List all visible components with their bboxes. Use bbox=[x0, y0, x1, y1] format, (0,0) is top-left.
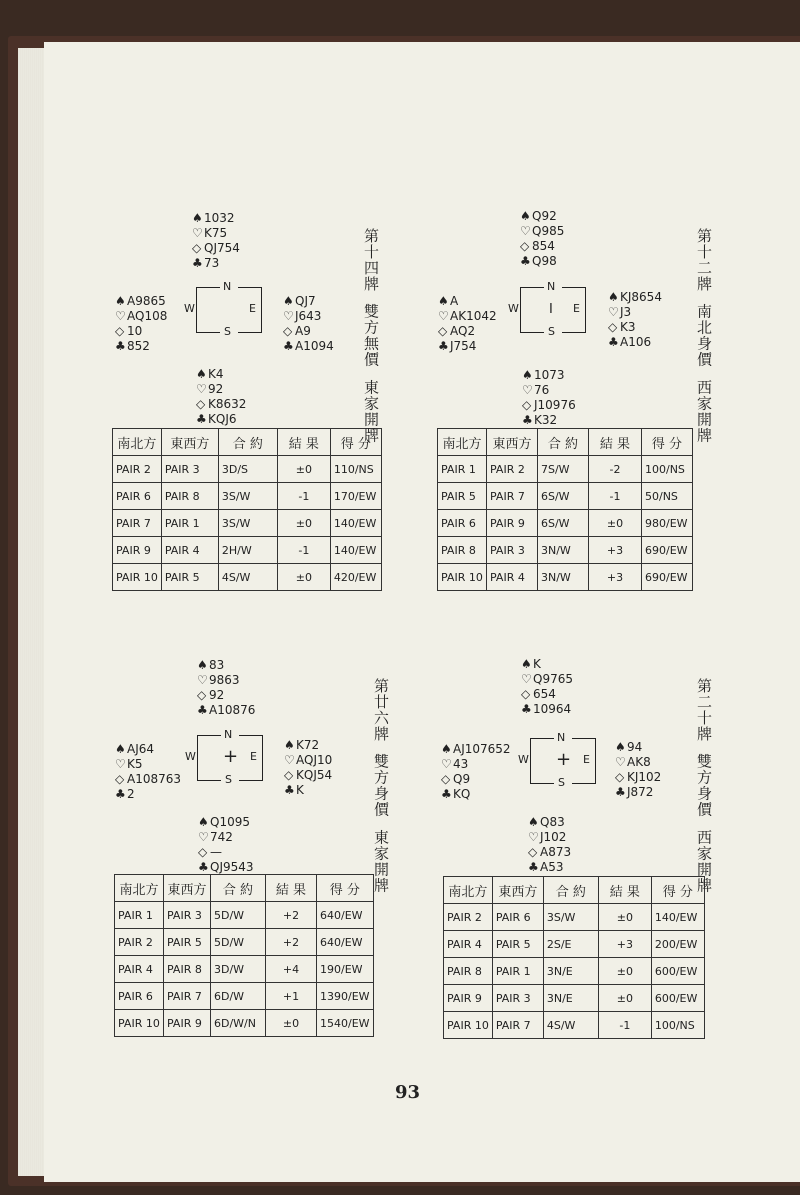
north-clubs: 73 bbox=[204, 256, 220, 270]
cell: PAIR 1 bbox=[115, 902, 164, 929]
cell: PAIR 10 bbox=[115, 1010, 164, 1037]
north-hand: ♠K ♡Q9765 ◇ 654 ♣10964 bbox=[521, 657, 573, 716]
east-hand: ♠K72 ♡AQJ10 ◇ KQJ54 ♣K bbox=[284, 738, 333, 797]
cell: ±0 bbox=[266, 1010, 317, 1037]
header-score: 得 分 bbox=[317, 875, 374, 902]
cell: 640/EW bbox=[317, 902, 374, 929]
north-diamonds: 654 bbox=[533, 687, 556, 701]
west-hand: ♠AJ64 ♡K5 ◇ A108763 ♣2 bbox=[115, 742, 182, 801]
cell: +2 bbox=[266, 929, 317, 956]
header-contract: 合 約 bbox=[218, 429, 277, 456]
table-row bbox=[115, 902, 374, 929]
result-table bbox=[437, 428, 693, 591]
compass-east: E bbox=[249, 302, 256, 315]
header-score: 得 分 bbox=[651, 877, 704, 904]
east-diamonds: KQJ54 bbox=[296, 768, 333, 782]
cell: -1 bbox=[589, 483, 642, 510]
header-result: 結 果 bbox=[598, 877, 651, 904]
south-diamonds: A873 bbox=[540, 845, 572, 859]
cell: 170/EW bbox=[330, 483, 381, 510]
east-diamonds: A9 bbox=[295, 324, 311, 338]
east-diamonds: K3 bbox=[620, 320, 636, 334]
cell: PAIR 8 bbox=[161, 483, 218, 510]
cell: 3N/E bbox=[543, 985, 598, 1012]
north-hand: ♠83 ♡9863 ◇ 92 ♣A10876 bbox=[197, 658, 256, 717]
east-hand: ♠94 ♡AK8 ◇ KJ102 ♣J872 bbox=[615, 740, 662, 799]
header-ns: 南北方 bbox=[113, 429, 162, 456]
cell: PAIR 10 bbox=[444, 1012, 493, 1039]
cell: ±0 bbox=[598, 958, 651, 985]
cell: -1 bbox=[277, 483, 330, 510]
table-row bbox=[113, 510, 382, 537]
cell: 140/EW bbox=[330, 537, 381, 564]
compass-north: N bbox=[224, 728, 233, 741]
cell: PAIR 3 bbox=[161, 456, 218, 483]
board-dealer: 東家開牌 bbox=[362, 379, 380, 444]
cell: 140/EW bbox=[330, 510, 381, 537]
result-table bbox=[443, 876, 705, 1039]
cell: ±0 bbox=[277, 564, 330, 591]
cell: 7S/W bbox=[538, 456, 589, 483]
cell: PAIR 4 bbox=[487, 564, 538, 591]
south-hand: ♠Q83 ♡J102 ◇ A873 ♣A53 bbox=[528, 815, 572, 874]
cell: PAIR 2 bbox=[113, 456, 162, 483]
table-row bbox=[113, 537, 382, 564]
east-hearts: J3 bbox=[620, 305, 632, 319]
header-score: 得 分 bbox=[642, 429, 693, 456]
board-heading bbox=[372, 678, 390, 893]
cell: PAIR 5 bbox=[164, 929, 211, 956]
table-row bbox=[115, 1010, 374, 1037]
cell: 5D/W bbox=[211, 929, 266, 956]
cell: PAIR 4 bbox=[115, 956, 164, 983]
cell: PAIR 8 bbox=[444, 958, 493, 985]
table-row bbox=[438, 483, 693, 510]
header-ew: 東西方 bbox=[492, 877, 543, 904]
east-clubs: K bbox=[296, 783, 304, 797]
board-heading bbox=[695, 678, 713, 893]
cell: PAIR 10 bbox=[438, 564, 487, 591]
board-vulnerability: 南北身價 bbox=[695, 303, 713, 368]
cell: +1 bbox=[266, 983, 317, 1010]
board-vulnerability: 雙方身價 bbox=[372, 753, 390, 818]
compass-west: W bbox=[184, 302, 195, 315]
result-table bbox=[112, 428, 382, 591]
cell: +2 bbox=[266, 902, 317, 929]
cell: 140/EW bbox=[651, 904, 704, 931]
header-result: 結 果 bbox=[277, 429, 330, 456]
east-spades: 94 bbox=[627, 740, 643, 754]
cell: 190/EW bbox=[317, 956, 374, 983]
cell: 4S/W bbox=[543, 1012, 598, 1039]
table-row bbox=[438, 537, 693, 564]
cell: PAIR 7 bbox=[164, 983, 211, 1010]
header-contract: 合 約 bbox=[211, 875, 266, 902]
south-clubs: K32 bbox=[534, 413, 558, 427]
cell: PAIR 7 bbox=[113, 510, 162, 537]
compass-box bbox=[508, 280, 586, 338]
east-hearts: AK8 bbox=[627, 755, 651, 769]
table-row bbox=[444, 1012, 705, 1039]
cell: PAIR 6 bbox=[115, 983, 164, 1010]
north-clubs: A10876 bbox=[209, 703, 256, 717]
south-spades: 1073 bbox=[534, 368, 565, 382]
cell: ±0 bbox=[598, 904, 651, 931]
west-diamonds: Q9 bbox=[453, 772, 471, 786]
compass-center: I bbox=[549, 302, 553, 317]
cell: 3S/W bbox=[218, 510, 277, 537]
cell: PAIR 4 bbox=[444, 931, 493, 958]
cell: 110/NS bbox=[330, 456, 381, 483]
cell: PAIR 2 bbox=[115, 929, 164, 956]
compass-west: W bbox=[508, 302, 519, 315]
cell: 3N/W bbox=[538, 564, 589, 591]
table-row bbox=[115, 983, 374, 1010]
cell: PAIR 9 bbox=[113, 537, 162, 564]
board-dealer: 西家開牌 bbox=[695, 379, 713, 444]
cell: 1390/EW bbox=[317, 983, 374, 1010]
cell: 600/EW bbox=[651, 958, 704, 985]
south-spades: K4 bbox=[208, 367, 224, 381]
west-diamonds: 10 bbox=[127, 324, 143, 338]
cell: PAIR 1 bbox=[438, 456, 487, 483]
header-ew: 東西方 bbox=[161, 429, 218, 456]
cell: +3 bbox=[598, 931, 651, 958]
north-spades: 1032 bbox=[204, 211, 235, 225]
cell: -1 bbox=[598, 1012, 651, 1039]
table-row bbox=[113, 564, 382, 591]
west-spades: A9865 bbox=[127, 294, 166, 308]
cell: 690/EW bbox=[642, 537, 693, 564]
header-ns: 南北方 bbox=[438, 429, 487, 456]
east-clubs: A106 bbox=[620, 335, 652, 349]
compass-north: N bbox=[547, 280, 556, 293]
east-diamonds: KJ102 bbox=[627, 770, 662, 784]
cell: PAIR 6 bbox=[113, 483, 162, 510]
table-row bbox=[444, 931, 705, 958]
compass-east: E bbox=[583, 753, 590, 766]
cell: 600/EW bbox=[651, 985, 704, 1012]
table-header bbox=[115, 875, 374, 902]
cell: PAIR 2 bbox=[487, 456, 538, 483]
table-header bbox=[438, 429, 693, 456]
board-title: 第二十牌 bbox=[695, 678, 713, 742]
board-heading bbox=[695, 228, 713, 443]
south-clubs: KQJ6 bbox=[208, 412, 237, 426]
east-clubs: J872 bbox=[627, 785, 654, 799]
west-hand: ♠A9865 ♡AQ108 ◇ 10 ♣852 bbox=[115, 294, 168, 353]
cell: 6S/W bbox=[538, 510, 589, 537]
west-spades: AJ107652 bbox=[453, 742, 511, 756]
west-diamonds: AQ2 bbox=[450, 324, 476, 338]
cell: PAIR 3 bbox=[164, 902, 211, 929]
header-ew: 東西方 bbox=[487, 429, 538, 456]
south-hand: ♠K4 ♡92 ◇ K8632 ♣KQJ6 bbox=[196, 367, 247, 426]
cell: +3 bbox=[589, 564, 642, 591]
north-hand: ♠Q92 ♡Q985 ◇ 854 ♣Q98 bbox=[520, 209, 565, 268]
south-diamonds: J10976 bbox=[534, 398, 576, 412]
cell: 6S/W bbox=[538, 483, 589, 510]
cell: PAIR 8 bbox=[438, 537, 487, 564]
east-spades: QJ7 bbox=[295, 294, 316, 308]
cell: PAIR 2 bbox=[444, 904, 493, 931]
cell: 3S/W bbox=[218, 483, 277, 510]
west-hearts: K5 bbox=[127, 757, 143, 771]
north-hearts: Q985 bbox=[532, 224, 565, 238]
compass-box bbox=[184, 280, 262, 338]
cell: 5D/W bbox=[211, 902, 266, 929]
north-diamonds: 854 bbox=[532, 239, 555, 253]
compass-south: S bbox=[558, 776, 565, 789]
cell: 3D/W bbox=[211, 956, 266, 983]
north-clubs: 10964 bbox=[533, 702, 572, 716]
east-hand: ♠QJ7 ♡J643 ◇ A9 ♣A1094 bbox=[283, 294, 334, 353]
south-hearts: J102 bbox=[540, 830, 567, 844]
south-hearts: 92 bbox=[208, 382, 224, 396]
header-result: 結 果 bbox=[589, 429, 642, 456]
south-clubs: A53 bbox=[540, 860, 564, 874]
south-diamonds: K8632 bbox=[208, 397, 247, 411]
compass-east: E bbox=[250, 750, 257, 763]
header-ew: 東西方 bbox=[164, 875, 211, 902]
table-row bbox=[113, 456, 382, 483]
cell: PAIR 1 bbox=[161, 510, 218, 537]
north-diamonds: QJ754 bbox=[204, 241, 240, 255]
cell: PAIR 7 bbox=[487, 483, 538, 510]
north-spades: 83 bbox=[209, 658, 225, 672]
cell: 6D/W/N bbox=[211, 1010, 266, 1037]
table-header bbox=[113, 429, 382, 456]
cell: +3 bbox=[589, 537, 642, 564]
east-spades: K72 bbox=[296, 738, 320, 752]
table-row bbox=[444, 958, 705, 985]
header-ns: 南北方 bbox=[115, 875, 164, 902]
north-clubs: Q98 bbox=[532, 254, 557, 268]
cell: 6D/W bbox=[211, 983, 266, 1010]
compass-box bbox=[185, 728, 263, 786]
east-hand: ♠KJ8654 ♡J3 ◇ K3 ♣A106 bbox=[608, 290, 662, 349]
cell: PAIR 9 bbox=[444, 985, 493, 1012]
cell: 100/NS bbox=[651, 1012, 704, 1039]
compass-south: S bbox=[224, 325, 231, 338]
cell: 3N/E bbox=[543, 958, 598, 985]
board-vulnerability: 雙方身價 bbox=[695, 753, 713, 818]
east-hearts: AQJ10 bbox=[296, 753, 333, 767]
result-table bbox=[114, 874, 374, 1037]
compass-north: N bbox=[223, 280, 232, 293]
cell: PAIR 9 bbox=[487, 510, 538, 537]
west-hand: ♠AJ107652 ♡43 ◇ Q9 ♣KQ bbox=[441, 742, 511, 801]
cell: PAIR 7 bbox=[492, 1012, 543, 1039]
south-diamonds: — bbox=[210, 845, 222, 859]
table-row bbox=[438, 510, 693, 537]
cell: -2 bbox=[589, 456, 642, 483]
cell: PAIR 5 bbox=[161, 564, 218, 591]
west-clubs: 852 bbox=[127, 339, 150, 353]
west-spades: A bbox=[450, 294, 459, 308]
board-dealer: 西家開牌 bbox=[695, 829, 713, 894]
cell: 2S/E bbox=[543, 931, 598, 958]
cell: 1540/EW bbox=[317, 1010, 374, 1037]
compass-west: W bbox=[518, 753, 529, 766]
south-hearts: 76 bbox=[534, 383, 550, 397]
cell: 420/EW bbox=[330, 564, 381, 591]
table-row bbox=[444, 904, 705, 931]
cell: 4S/W bbox=[218, 564, 277, 591]
header-result: 結 果 bbox=[266, 875, 317, 902]
cell: PAIR 1 bbox=[492, 958, 543, 985]
table-header bbox=[444, 877, 705, 904]
board-title: 第廿六牌 bbox=[372, 678, 390, 742]
board-title: 第十二牌 bbox=[695, 228, 713, 292]
compass-east: E bbox=[573, 302, 580, 315]
table-row bbox=[115, 956, 374, 983]
cell: 3S/W bbox=[543, 904, 598, 931]
compass-center: + bbox=[223, 746, 239, 767]
west-hand: ♠A ♡AK1042 ◇ AQ2 ♣J754 bbox=[438, 294, 497, 353]
compass-south: S bbox=[548, 325, 555, 338]
south-hand: ♠1073 ♡76 ◇ J10976 ♣K32 bbox=[522, 368, 576, 427]
cell: 200/EW bbox=[651, 931, 704, 958]
east-hearts: J643 bbox=[295, 309, 322, 323]
cell: ±0 bbox=[277, 510, 330, 537]
north-diamonds: 92 bbox=[209, 688, 225, 702]
cell: ±0 bbox=[589, 510, 642, 537]
compass-center: + bbox=[556, 749, 572, 770]
south-hearts: 742 bbox=[210, 830, 233, 844]
board-dealer: 東家開牌 bbox=[372, 829, 390, 894]
cell: 3D/S bbox=[218, 456, 277, 483]
compass-box bbox=[518, 731, 596, 789]
table-row bbox=[438, 564, 693, 591]
south-hand: ♠Q1095 ♡742 ◇ — ♣QJ9543 bbox=[198, 815, 254, 874]
west-clubs: KQ bbox=[453, 787, 471, 801]
board-title: 第十四牌 bbox=[362, 228, 380, 292]
cell: 100/NS bbox=[642, 456, 693, 483]
west-spades: AJ64 bbox=[127, 742, 155, 756]
cell: ±0 bbox=[598, 985, 651, 1012]
west-clubs: J754 bbox=[450, 339, 477, 353]
cell: 2H/W bbox=[218, 537, 277, 564]
table-row bbox=[438, 456, 693, 483]
table-row bbox=[444, 985, 705, 1012]
header-contract: 合 約 bbox=[538, 429, 589, 456]
header-score: 得 分 bbox=[330, 429, 381, 456]
south-spades: Q83 bbox=[540, 815, 565, 829]
cell: PAIR 6 bbox=[492, 904, 543, 931]
cell: 640/EW bbox=[317, 929, 374, 956]
cell: PAIR 10 bbox=[113, 564, 162, 591]
north-hearts: K75 bbox=[204, 226, 228, 240]
cell: PAIR 9 bbox=[164, 1010, 211, 1037]
board-vulnerability: 雙方無價 bbox=[362, 303, 380, 368]
north-spades: Q92 bbox=[532, 209, 557, 223]
board-heading bbox=[362, 228, 380, 443]
cell: PAIR 3 bbox=[487, 537, 538, 564]
cell: 50/NS bbox=[642, 483, 693, 510]
cell: -1 bbox=[277, 537, 330, 564]
cell: 980/EW bbox=[642, 510, 693, 537]
cell: PAIR 3 bbox=[492, 985, 543, 1012]
south-clubs: QJ9543 bbox=[210, 860, 254, 874]
table-row bbox=[113, 483, 382, 510]
page-number: 93 bbox=[395, 1082, 421, 1103]
cell: PAIR 5 bbox=[492, 931, 543, 958]
west-hearts: AQ108 bbox=[127, 309, 168, 323]
north-spades: K bbox=[533, 657, 541, 671]
compass-north: N bbox=[557, 731, 566, 744]
cell: +4 bbox=[266, 956, 317, 983]
cell: PAIR 5 bbox=[438, 483, 487, 510]
west-hearts: AK1042 bbox=[450, 309, 497, 323]
east-clubs: A1094 bbox=[295, 339, 334, 353]
compass-south: S bbox=[225, 773, 232, 786]
north-hand: ♠1032 ♡K75 ◇ QJ754 ♣73 bbox=[192, 211, 240, 270]
cell: PAIR 8 bbox=[164, 956, 211, 983]
west-hearts: 43 bbox=[453, 757, 469, 771]
table-row bbox=[115, 929, 374, 956]
cell: PAIR 4 bbox=[161, 537, 218, 564]
cell: PAIR 6 bbox=[438, 510, 487, 537]
south-spades: Q1095 bbox=[210, 815, 250, 829]
west-clubs: 2 bbox=[127, 787, 135, 801]
west-diamonds: A108763 bbox=[127, 772, 182, 786]
cell: 690/EW bbox=[642, 564, 693, 591]
east-spades: KJ8654 bbox=[620, 290, 662, 304]
cell: ±0 bbox=[277, 456, 330, 483]
compass-west: W bbox=[185, 750, 196, 763]
cell: 3N/W bbox=[538, 537, 589, 564]
header-ns: 南北方 bbox=[444, 877, 493, 904]
north-hearts: Q9765 bbox=[533, 672, 573, 686]
header-contract: 合 約 bbox=[543, 877, 598, 904]
north-hearts: 9863 bbox=[209, 673, 240, 687]
